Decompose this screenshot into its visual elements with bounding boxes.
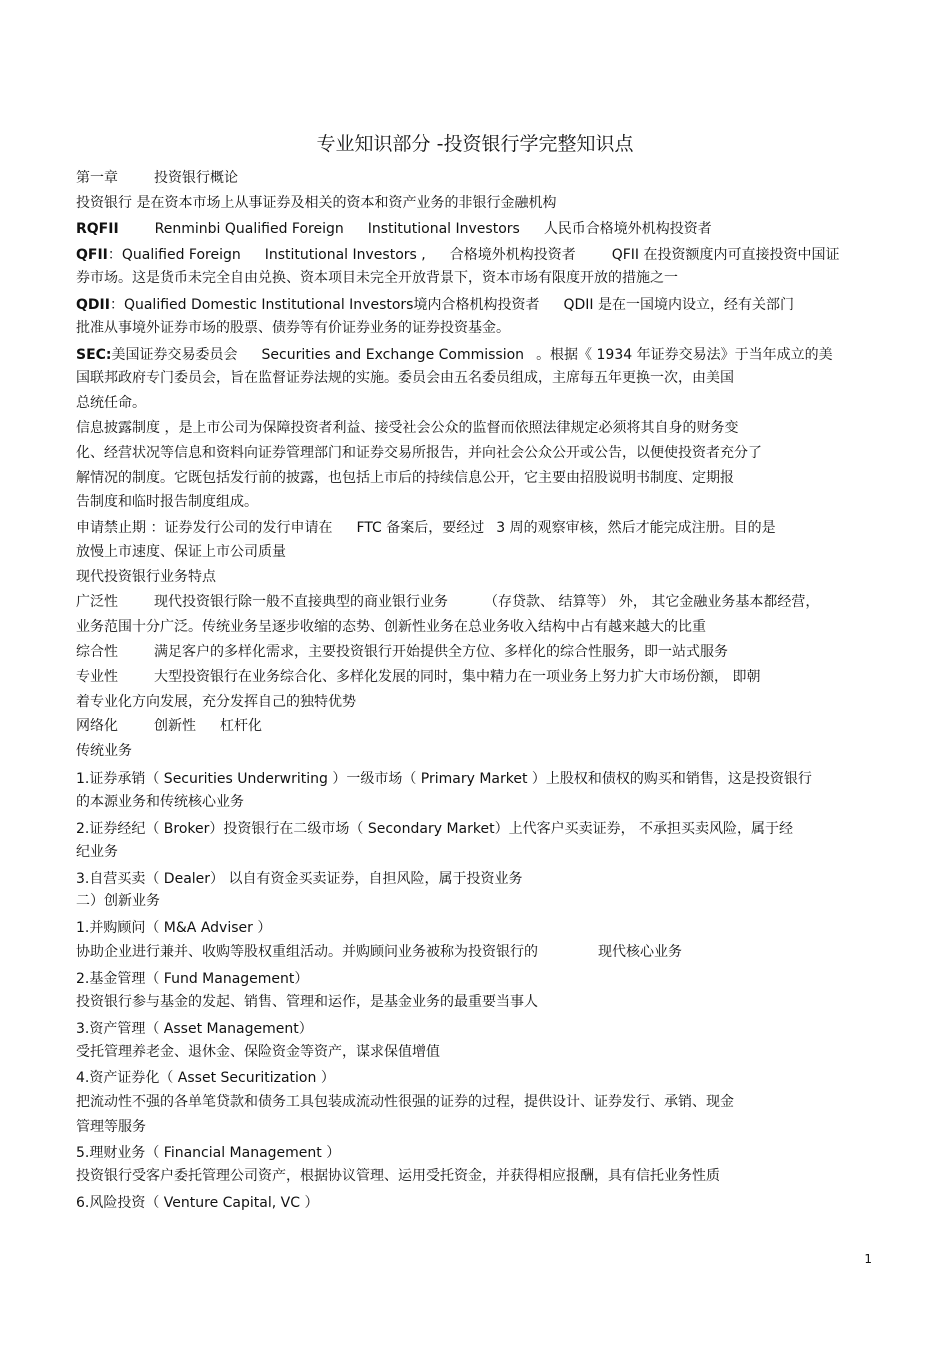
feature-network: 网络化 (76, 718, 118, 734)
innovative-heading: 二）创新业务 (76, 893, 160, 909)
feature-innovation: 创新性 (154, 718, 196, 734)
cooling-cont: 放慢上市速度、保证上市公司质量 (76, 544, 286, 560)
innovative-2-title: 2.基金管理（ Fund Management） (76, 971, 309, 987)
innovative-3-title: 3.资产管理（ Asset Management） (76, 1021, 313, 1037)
traditional-1-line2: 的本源业务和传统核心业务 (76, 794, 244, 810)
qfii-en1: Qualified Foreign (121, 247, 241, 263)
qfii-desc: QFII 在投资额度内可直接投资中国证 (611, 247, 840, 263)
comprehensive-text: 满足客户的多样化需求，主要投资银行开始提供全方位、多样化的综合性服务，即一站式服务 (154, 644, 728, 660)
qdii-cont: 批准从事境外证券市场的股票、债券等有价证券业务的证券投资基金。 (76, 320, 510, 336)
breadth-cont: 业务范围十分广泛。传统业务呈逐步收缩的态势、创新性业务在总业务收入结构中占有越来越大的比重 (76, 619, 706, 635)
professional-cont: 着专业化方向发展，充分发挥自己的独特优势 (76, 694, 356, 710)
innovative-5-title: 5.理财业务（ Financial Management ） (76, 1145, 341, 1161)
sec-line (76, 345, 833, 365)
innovative-4-desc: 把流动性不强的各单笔贷款和债务工具包装成流动性很强的证券的过程，提供设计、证券发行、承销、现金 (76, 1094, 734, 1110)
comprehensive-line (76, 642, 728, 662)
innovative-6-title: 6.风险投资（ Venture Capital, VC ） (76, 1195, 319, 1211)
rqfii-line (76, 219, 712, 239)
innovative-4-title: 4.资产证券化（ Asset Securitization ） (76, 1070, 335, 1086)
qfii-line (76, 245, 840, 265)
features-heading: 现代投资银行业务特点 (76, 569, 216, 585)
qfii-term: QFII (76, 247, 108, 263)
comprehensive-label: 综合性 (76, 644, 118, 660)
qfii-sep: ： (107, 247, 122, 263)
breadth-paren: （存贷款、 结算等） 外， 其它金融业务基本都经营， (484, 594, 820, 610)
cooling-line (76, 518, 776, 538)
qdii-cn: 境内合格机构投资者 (413, 297, 540, 313)
innovative-1-title: 1.并购顾问（ M&A Adviser ） (76, 920, 272, 936)
feature-leverage: 杠杆化 (220, 718, 262, 734)
traditional-heading: 传统业务 (76, 743, 132, 759)
other-features (76, 716, 262, 736)
qdii-en: Qualified Domestic Institutional Investors (123, 297, 414, 313)
page-title: 专业知识部分 -投资银行学完整知识点 (316, 133, 634, 155)
traditional-3-line1: 3.自营买卖（ Dealer） 以自有资金买卖证券，自担风险，属于投资业务 (76, 871, 523, 887)
innovative-2-desc: 投资银行参与基金的发起、销售、管理和运作，是基金业务的最重要当事人 (76, 994, 538, 1010)
qdii-line (76, 295, 794, 315)
definition-line: 投资银行 是在资本市场上从事证券及相关的资本和资产业务的非银行金融机构 (76, 195, 557, 211)
innovative-5-desc: 投资银行受客户委托管理公司资产，根据协议管理、运用受托资金，并获得相应报酬，具有信托业务性质 (76, 1168, 720, 1184)
innovative-1-desc-text: 协助企业进行兼并、收购等股权重组活动。并购顾问业务被称为投资银行的 (76, 944, 538, 960)
qfii-cont: 券市场。这是货币未完全自由兑换、资本项目未完全开放背景下，资本市场有限度开放的措施之一 (76, 270, 678, 286)
sec-cont-2: 总统任命。 (76, 395, 146, 411)
breadth-label: 广泛性 (76, 594, 118, 610)
disclosure-line-4: 告制度和临时报告制度组成。 (76, 494, 258, 510)
breadth-line (76, 592, 819, 612)
chapter-label: 第一章 (76, 170, 118, 186)
sec-cont-1: 国联邦政府专门委员会，旨在监督证券法规的实施。委员会由五名委员组成，主席每五年更换一次，由美国 (76, 370, 734, 386)
breadth-text: 现代投资银行除一般不直接典型的商业银行业务 (154, 594, 448, 610)
qfii-en2: Institutional Investors , (264, 247, 426, 263)
professional-line (76, 667, 760, 687)
disclosure-line-3: 解情况的制度。它既包括发行前的披露，也包括上市后的持续信息公开，它主要由招股说明书制度、定期报 (76, 470, 734, 486)
chapter-name: 投资银行概论 (154, 170, 238, 186)
cooling-head: 申请禁止期 ：证券发行公司的发行申请在 (76, 520, 333, 536)
rqfii-en1: Renminbi Qualified Foreign (154, 221, 344, 237)
professional-text: 大型投资银行在业务综合化、多样化发展的同时，集中精力在一项业务上努力扩大市场份额， 即朝 (154, 669, 761, 685)
sec-cn: 美国证券交易委员会 (111, 347, 238, 363)
sec-desc: 。根据《 1934 年证券交易法》于当年成立的美 (536, 347, 833, 363)
traditional-2-line2: 纪业务 (76, 844, 118, 860)
disclosure-line-1: 信息披露制度 ，是上市公司为保障投资者利益、接受社会公众的监督而依照法律规定必须将其自身的财务变 (76, 420, 739, 436)
qfii-cn: 合格境外机构投资者 (449, 247, 576, 263)
innovative-3-desc: 受托管理养老金、退休金、保险资金等资产，谋求保值增值 (76, 1044, 440, 1060)
innovative-1-desc (76, 942, 682, 962)
page-number: 1 (864, 1252, 872, 1266)
sec-term: SEC: (76, 347, 112, 363)
cooling-ftc: FTC 备案后，要经过 (356, 520, 485, 536)
rqfii-cn: 人民币合格境外机构投资者 (543, 221, 712, 237)
innovative-1-desc-tail: 现代核心业务 (598, 944, 682, 960)
sec-en: Securities and Exchange Commission (261, 347, 525, 363)
qdii-term: QDII (76, 297, 110, 313)
professional-label: 专业性 (76, 669, 118, 685)
disclosure-line-2: 化、经营状况等信息和资料向证券管理部门和证券交易所报告，并向社会公众公开或公告，以便使投资者充分了 (76, 445, 762, 461)
qdii-desc: QDII 是在一国境内设立，经有关部门 (563, 297, 794, 313)
traditional-1-line1: 1.证券承销（ Securities Underwriting ）一级市场（ Primary Market ）上股权和债权的购买和销售，这是投资银行 (76, 771, 812, 787)
rqfii-en2: Institutional Investors (367, 221, 520, 237)
rqfii-term: RQFII (76, 221, 119, 237)
cooling-rest: 3 周的观察审核，然后才能完成注册。目的是 (496, 520, 776, 536)
innovative-4-desc2: 管理等服务 (76, 1119, 146, 1135)
chapter-heading (76, 168, 238, 188)
traditional-2-line1: 2.证券经纪（ Broker）投资银行在二级市场（ Secondary Market）上代客户买卖证券， 不承担买卖风险，属于经 (76, 821, 794, 837)
qdii-sep: ： (109, 297, 124, 313)
